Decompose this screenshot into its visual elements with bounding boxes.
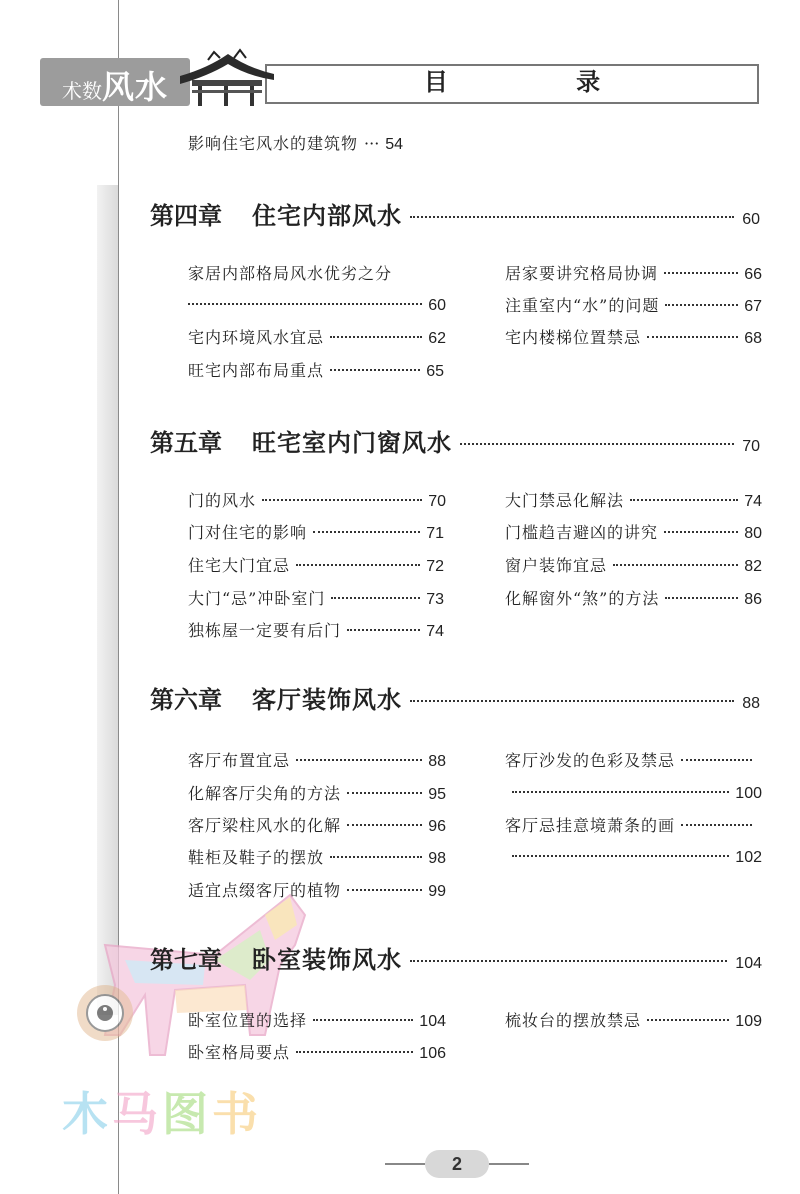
toc-entry-label: 卧室位置的选择 xyxy=(188,1011,308,1030)
leader-dots xyxy=(347,889,422,891)
toc-entry[interactable] xyxy=(505,1010,762,1033)
toc-entry-page: 74 xyxy=(744,493,762,510)
leader-dots xyxy=(664,531,738,533)
toc-entry-page: 100 xyxy=(735,785,762,802)
toc-entry[interactable] xyxy=(188,815,446,838)
toc-entry-page: 80 xyxy=(744,525,762,542)
leader-dots xyxy=(330,856,422,858)
chapter-heading[interactable] xyxy=(150,940,762,972)
toc-entry-page: 70 xyxy=(428,493,446,510)
leader-dots xyxy=(330,336,422,338)
toc-entry-page: 102 xyxy=(735,849,762,866)
toc-entry-label: 化解窗外“煞”的方法 xyxy=(505,589,660,608)
leader-dots xyxy=(296,1051,413,1053)
toc-entry[interactable] xyxy=(505,295,762,318)
toc-entry[interactable] xyxy=(188,327,446,350)
chapter-title: 旺宅室内门窗风水 xyxy=(252,429,452,457)
leader-dots xyxy=(331,597,420,599)
toc-entry[interactable] xyxy=(505,588,762,611)
toc-entry-label: 旺宅内部布局重点 xyxy=(188,361,325,380)
toc-entry-label: 独栋屋一定要有后门 xyxy=(188,621,342,640)
leader-dots xyxy=(296,564,420,566)
toc-entry[interactable] xyxy=(505,327,762,350)
toc-entry[interactable] xyxy=(188,490,446,513)
chapter-page: 88 xyxy=(742,695,760,712)
toc-entry[interactable] xyxy=(188,620,444,643)
leader-dots xyxy=(330,369,420,371)
footer-rule-left xyxy=(385,1163,425,1165)
toc-entry[interactable] xyxy=(188,522,444,545)
chapter-page: 70 xyxy=(742,438,760,455)
leader-dots xyxy=(665,597,738,599)
toc-entry-page: 67 xyxy=(744,298,762,315)
toc-entry-page: 65 xyxy=(426,363,444,380)
leader-dots xyxy=(347,629,420,631)
toc-entry-label: 影响住宅风水的建筑物 xyxy=(188,134,359,153)
toc-entry-label: 大门禁忌化解法 xyxy=(505,491,625,510)
watermark-char: 马 xyxy=(112,1087,162,1141)
toc-entry-page: 106 xyxy=(419,1045,446,1062)
leader-dots xyxy=(681,824,752,826)
leader-dots xyxy=(512,791,729,793)
toc-entry[interactable] xyxy=(188,847,446,870)
toc-entry[interactable] xyxy=(505,750,758,772)
toc-entry-label: 客厅布置宜忌 xyxy=(188,751,291,770)
toc-entry-page: 62 xyxy=(428,330,446,347)
toc-entry-label: 门槛趋吉避凶的讲究 xyxy=(505,523,659,542)
leader-dots xyxy=(313,1019,413,1021)
toc-entry-label: 鞋柜及鞋子的摆放 xyxy=(188,848,325,867)
leader-dots xyxy=(188,303,422,305)
toc-entry-label: 注重室内“水”的问题 xyxy=(505,296,660,315)
leader-dots xyxy=(681,759,752,761)
leader-ellipsis: ··· xyxy=(364,134,380,153)
toc-entry-page: 71 xyxy=(426,525,444,542)
toc-entry-page: 96 xyxy=(428,818,446,835)
toc-entry[interactable] xyxy=(188,360,444,383)
toc-entry[interactable] xyxy=(505,815,758,837)
toc-entry[interactable] xyxy=(188,1010,446,1033)
leader-dots xyxy=(410,700,734,702)
toc-entry-page: 104 xyxy=(419,1013,446,1030)
page-title: 目 录 xyxy=(423,68,661,96)
chapter-title: 住宅内部风水 xyxy=(252,202,402,230)
header-brand xyxy=(62,62,168,108)
brand-big: 风水 xyxy=(102,68,169,106)
toc-entry[interactable] xyxy=(188,133,448,156)
toc-entry-page: 73 xyxy=(426,591,444,608)
toc-entry-page: 54 xyxy=(385,136,404,153)
leader-dots xyxy=(647,1019,729,1021)
toc-entry-label: 大门“忌”冲卧室门 xyxy=(188,589,326,608)
chapter-heading[interactable] xyxy=(150,423,760,455)
chapter-page: 104 xyxy=(735,955,762,972)
toc-entry-continuation[interactable] xyxy=(512,783,762,805)
chapter-page: 60 xyxy=(742,211,760,228)
toc-entry[interactable] xyxy=(188,750,446,773)
chapter-number: 第七章 xyxy=(150,946,222,974)
toc-entry[interactable] xyxy=(505,555,762,578)
toc-entry-page: 99 xyxy=(428,883,446,900)
leader-dots xyxy=(313,531,420,533)
toc-entry-page: 109 xyxy=(735,1013,762,1030)
watermark-text xyxy=(62,1078,262,1144)
toc-entry[interactable] xyxy=(188,263,448,285)
toc-entry-label: 客厅梁柱风水的化解 xyxy=(188,816,342,835)
chapter-title: 客厅装饰风水 xyxy=(252,686,402,714)
leader-dots xyxy=(613,564,738,566)
leader-dots xyxy=(410,960,727,962)
chapter-number: 第六章 xyxy=(150,686,222,714)
footer-rule-right xyxy=(489,1163,529,1165)
chapter-heading[interactable] xyxy=(150,680,760,712)
leader-dots xyxy=(665,304,738,306)
leader-dots xyxy=(296,759,422,761)
toc-entry-page: 98 xyxy=(428,850,446,867)
toc-entry[interactable] xyxy=(505,522,762,545)
chapter-number: 第五章 xyxy=(150,429,222,457)
toc-entry-label: 居家要讲究格局协调 xyxy=(505,264,659,283)
toc-entry[interactable] xyxy=(188,588,444,611)
leader-dots xyxy=(262,499,422,501)
leader-dots xyxy=(347,824,422,826)
toc-entry[interactable] xyxy=(188,1042,446,1065)
toc-entry-page: 66 xyxy=(744,266,762,283)
toc-entry-page: 60 xyxy=(428,297,446,314)
leader-dots xyxy=(664,272,738,274)
watermark-char: 图 xyxy=(162,1087,212,1141)
toc-entry-page: 88 xyxy=(428,753,446,770)
chapter-title: 卧室装饰风水 xyxy=(252,946,402,974)
toc-entry-label: 化解客厅尖角的方法 xyxy=(188,784,342,803)
toc-entry[interactable] xyxy=(505,263,762,286)
toc-entry-continuation[interactable] xyxy=(512,847,762,869)
toc-entry-label: 家居内部格局风水优劣之分 xyxy=(188,264,393,283)
pagoda-roof-icon xyxy=(178,46,276,108)
leader-dots xyxy=(410,216,734,218)
toc-entry[interactable] xyxy=(188,783,446,806)
watermark-char: 书 xyxy=(212,1087,262,1141)
leader-dots xyxy=(460,443,734,445)
toc-entry-label: 适宜点缀客厅的植物 xyxy=(188,881,342,900)
toc-entry-continuation[interactable] xyxy=(188,295,446,317)
toc-entry-label: 住宅大门宜忌 xyxy=(188,556,291,575)
leader-dots xyxy=(630,499,738,501)
toc-entry-label: 门的风水 xyxy=(188,491,257,510)
toc-entry-label: 客厅沙发的色彩及禁忌 xyxy=(505,751,676,770)
watermark-char: 木 xyxy=(62,1087,112,1141)
toc-entry-page: 74 xyxy=(426,623,444,640)
toc-entry-page: 95 xyxy=(428,786,446,803)
toc-entry-label: 门对住宅的影响 xyxy=(188,523,308,542)
toc-entry-label: 宅内楼梯位置禁忌 xyxy=(505,328,642,347)
toc-entry[interactable] xyxy=(188,555,444,578)
toc-entry-label: 梳妆台的摆放禁忌 xyxy=(505,1011,642,1030)
leader-dots xyxy=(512,855,729,857)
toc-entry-page: 68 xyxy=(744,330,762,347)
chapter-number: 第四章 xyxy=(150,202,222,230)
toc-entry-label: 客厅忌挂意境萧条的画 xyxy=(505,816,676,835)
toc-entry[interactable] xyxy=(505,490,762,513)
toc-entry-label: 卧室格局要点 xyxy=(188,1043,291,1062)
leader-dots xyxy=(347,792,422,794)
chapter-heading[interactable] xyxy=(150,196,760,228)
brand-small: 术数 xyxy=(62,79,102,103)
page-number: 2 xyxy=(425,1150,489,1178)
toc-entry-page: 86 xyxy=(744,591,762,608)
leader-dots xyxy=(647,336,738,338)
toc-entry-page: 72 xyxy=(426,558,444,575)
toc-entry-label: 窗户装饰宜忌 xyxy=(505,556,608,575)
toc-entry-page: 82 xyxy=(744,558,762,575)
toc-entry-label: 宅内环境风水宜忌 xyxy=(188,328,325,347)
